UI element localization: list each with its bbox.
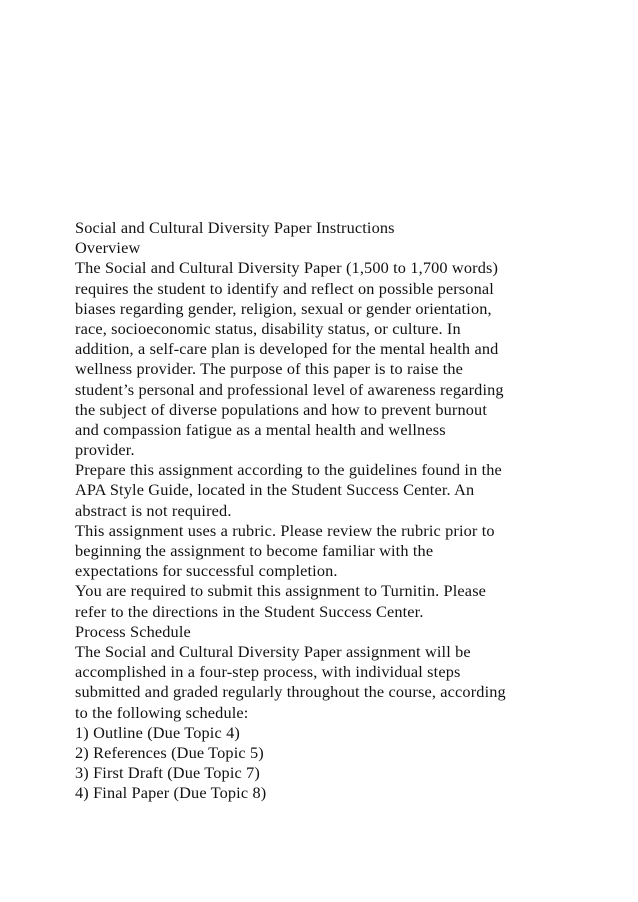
text-line: abstract is not required.: [75, 500, 232, 520]
text-line: addition, a self-care plan is developed for the mental health and: [75, 339, 499, 359]
text-line: The Social and Cultural Diversity Paper assignment will be: [75, 641, 471, 661]
text-line: beginning the assignment to become familiar with the: [75, 541, 434, 560]
text-line: APA Style Guide, located in the Student Success Center. An: [75, 480, 475, 500]
text-line: The Social and Cultural Diversity Paper (1,500 to 1,700 words): [75, 258, 499, 278]
text-line: requires the student to identify and reflect on possible personal: [75, 278, 494, 298]
text-line: accomplished in a four-step process, with individual steps: [75, 662, 461, 682]
text-line: the subject of diverse populations and how to prevent burnout: [75, 399, 488, 419]
text-line: to the following schedule:: [75, 702, 249, 722]
schedule-item: 3) First Draft (Due Topic 7): [75, 763, 260, 783]
text-line: biases regarding gender, religion, sexual or gender orientation,: [75, 298, 492, 318]
text-line: submitted and graded regularly throughout the course, according: [75, 682, 506, 702]
section-heading-overview: Overview: [75, 238, 141, 258]
text-line: wellness provider. The purpose of this paper is to raise the: [75, 359, 464, 379]
text-line: and compassion fatigue as a mental health and wellness: [75, 419, 446, 439]
document-title: Social and Cultural Diversity Paper Instructions: [75, 218, 395, 237]
text-line: student’s personal and professional level of awareness regarding: [75, 379, 504, 399]
text-line: provider.: [75, 440, 135, 460]
section-heading-process-schedule: Process Schedule: [75, 621, 191, 641]
text-line: race, socioeconomic status, disability status, or culture. In: [75, 318, 461, 338]
text-line: refer to the directions in the Student Success Center.: [75, 601, 424, 621]
schedule-item: 4) Final Paper (Due Topic 8): [75, 783, 267, 803]
schedule-item: 1) Outline (Due Topic 4): [75, 722, 240, 742]
text-line: expectations for successful completion.: [75, 561, 338, 581]
document-body: [75, 218, 615, 803]
schedule-item: 2) References (Due Topic 5): [75, 742, 264, 762]
text-line: Prepare this assignment according to the guidelines found in the: [75, 460, 502, 480]
text-line: This assignment uses a rubric. Please review the rubric prior to: [75, 520, 495, 540]
text-line: You are required to submit this assignment to Turnitin. Please: [75, 581, 487, 601]
